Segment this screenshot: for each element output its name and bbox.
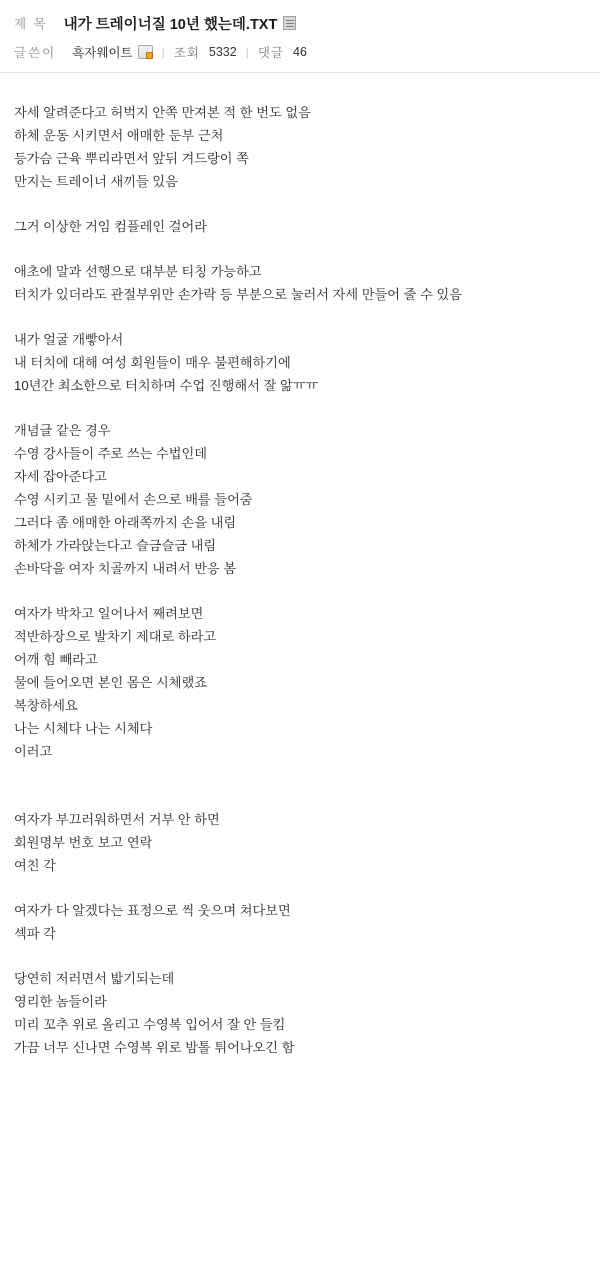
body-line: 내가 얼굴 개빻아서 bbox=[14, 332, 124, 347]
body-line: 이러고 bbox=[14, 744, 53, 759]
user-level-badge-icon bbox=[138, 45, 153, 59]
author-name[interactable]: 흑자웨이트 bbox=[72, 46, 133, 60]
body-line: 여친 각 bbox=[14, 858, 56, 873]
body-line: 회원명부 번호 보고 연락 bbox=[14, 835, 153, 850]
body-line: 등가슴 근육 뿌리라면서 앞뒤 겨드랑이 쪽 bbox=[14, 151, 249, 166]
body-line: 가끔 너무 신나면 수영복 위로 밤톨 튀어나오긴 함 bbox=[14, 1040, 295, 1055]
body-line: 나는 시체다 나는 시체다 bbox=[14, 721, 153, 736]
page-title: 내가 트레이너질 10년 했는데.TXT bbox=[63, 16, 278, 33]
paragraph bbox=[14, 967, 586, 1059]
body-line: 손바닥을 여자 치골까지 내려서 반응 봄 bbox=[14, 561, 237, 576]
post-meta-row bbox=[0, 36, 600, 64]
body-line: 복창하세요 bbox=[14, 698, 78, 713]
author-label: 글쓴이 bbox=[14, 46, 57, 60]
post-header bbox=[0, 0, 600, 73]
body-line: 애초에 말과 선행으로 대부분 티칭 가능하고 bbox=[14, 264, 262, 279]
body-line: 터치가 있더라도 관절부위만 손가락 등 부분으로 눌러서 자세 만들어 줄 수 있음 bbox=[14, 287, 462, 302]
body-line: 미리 꼬추 위로 올리고 수영복 입어서 잘 안 들킴 bbox=[14, 1017, 286, 1032]
title-label: 제 목 bbox=[14, 17, 48, 31]
body-line: 개념글 같은 경우 bbox=[14, 423, 111, 438]
body-line: 수영 시키고 물 밑에서 손으로 배를 들어줌 bbox=[14, 492, 253, 507]
paragraph bbox=[14, 260, 586, 306]
paragraph bbox=[14, 602, 586, 763]
body-line: 자세 알려준다고 허벅지 안쪽 만져본 적 한 번도 없음 bbox=[14, 105, 311, 120]
paragraph bbox=[14, 101, 586, 193]
paragraph bbox=[14, 419, 586, 580]
paragraph bbox=[14, 785, 586, 877]
body-line: 여자가 박차고 일어나서 째려보면 bbox=[14, 606, 204, 621]
body-line: 영리한 놈들이라 bbox=[14, 994, 107, 1009]
views-label: 조회 bbox=[173, 46, 200, 60]
paragraph bbox=[14, 899, 586, 945]
body-line: 당연히 저러면서 밟기되는데 bbox=[14, 971, 175, 986]
body-line: 여자가 부끄러워하면서 거부 안 하면 bbox=[14, 812, 220, 827]
body-line: 10년간 최소한으로 터치하며 수업 진행해서 잘 앎ㅠㅠ bbox=[14, 378, 319, 393]
body-line: 내 터치에 대해 여성 회원들이 매우 불편해하기에 bbox=[14, 355, 291, 370]
body-line: 하체가 가라앉는다고 슬금슬금 내림 bbox=[14, 538, 217, 553]
body-line: 만지는 트레이너 새끼들 있음 bbox=[14, 174, 178, 189]
views-count: 5332 bbox=[208, 45, 237, 59]
comments-label[interactable]: 댓글 bbox=[257, 46, 284, 60]
comments-count[interactable]: 46 bbox=[293, 45, 307, 59]
meta-separator-2: | bbox=[245, 45, 249, 59]
body-line: 그러다 좀 애매한 아래쪽까지 손을 내림 bbox=[14, 515, 237, 530]
document-attachment-icon[interactable] bbox=[283, 16, 296, 30]
post-body bbox=[0, 73, 600, 1105]
body-line: 수영 강사들이 주로 쓰는 수법인데 bbox=[14, 446, 208, 461]
body-line: 섹파 각 bbox=[14, 926, 56, 941]
paragraph bbox=[14, 328, 586, 397]
spacer-line bbox=[14, 785, 586, 808]
post-title-row bbox=[0, 10, 600, 36]
meta-separator-1: | bbox=[161, 45, 165, 59]
body-line: 물에 들어오면 본인 몸은 시체랬죠 bbox=[14, 675, 208, 690]
body-line: 적반하장으로 발차기 제대로 하라고 bbox=[14, 629, 217, 644]
body-line: 그거 이상한 거임 컴플레인 걸어라 bbox=[14, 219, 208, 234]
bottom-spacer bbox=[14, 1081, 586, 1105]
paragraph bbox=[14, 215, 586, 238]
body-line: 어깨 힘 빼라고 bbox=[14, 652, 98, 667]
body-line: 자세 잡아준다고 bbox=[14, 469, 107, 484]
body-line: 여자가 다 알겠다는 표정으로 씩 웃으며 쳐다보면 bbox=[14, 903, 291, 918]
body-line: 하체 운동 시키면서 애매한 둔부 근처 bbox=[14, 128, 224, 143]
